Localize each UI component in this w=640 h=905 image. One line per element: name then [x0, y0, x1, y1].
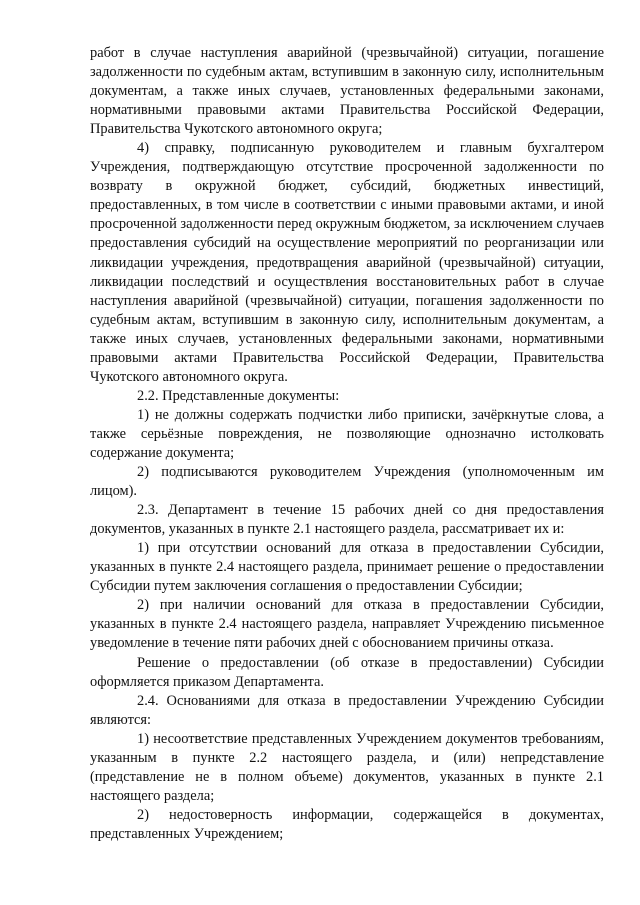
paragraph-continuation: работ в случае наступления аварийной (чрезвычайной) ситуации, погашение задолженности по судебным актам, вступившим в законную силу, исполнительным документам, а также иных случаев, установленных федеральными законами, нормативными правовыми актами Правительства Российской Федерации, Правительства Чукотского автономного округа;	[90, 45, 604, 138]
paragraph-decision: Решение о предоставлении (об отказе в предоставлении) Субсидии оформляется приказом Департамента.	[90, 654, 604, 690]
paragraph-item-4-certificate: 4) справку, подписанную руководителем и главным бухгалтером Учреждения, подтверждающую отсутствие просроченной задолженности по возврату в окружной бюджет, субсидий, бюджетных инвестиций, предоставленных, в том числе в соответствии с иными правовыми актами, и иной просроченной задолженности перед окружным бюджетом, за исключением случаев предоставления субсидий на осуществление мероприятий по реорганизации или ликвидации учреждения, предотвращения аварийной (чрезвычайной) ситуации, ликвидации последствий и осуществления восстановительных работ в случае наступления аварийной (чрезвычайной) ситуации, погашения задолженности по судебным актам, вступившим в законную силу, исполнительным документам, а также иных случаев, установленных федеральными законами, нормативными правовыми актами Правительства Российской Федерации, Правительства Чукотского автономного округа.	[90, 140, 604, 385]
paragraph-section-2-3: 2.3. Департамент в течение 15 рабочих дней со дня предоставления документов, указанных в пункте 2.1 настоящего раздела, рассматривает их и:	[90, 502, 604, 538]
paragraph-2-3-item-2: 2) при наличии оснований для отказа в предоставлении Субсидии, указанных в пункте 2.4 настоящего раздела, направляет Учреждению письменное уведомление в течение пяти рабочих дней с обоснованием причины отказа.	[90, 597, 604, 652]
paragraph-2-3-item-1: 1) при отсутствии оснований для отказа в предоставлении Субсидии, указанных в пункте 2.4 настоящего раздела, принимает решение о предоставлении Субсидии путем заключения соглашения о предоставлении Субсидии;	[90, 540, 604, 595]
paragraph-section-2-2: 2.2. Представленные документы:	[137, 387, 340, 404]
paragraph-2-2-item-2: 2) подписываются руководителем Учреждения (уполномоченным им лицом).	[90, 464, 604, 500]
paragraph-2-4-item-1: 1) несоответствие представленных Учреждением документов требованиям, указанным в пункте 2.2 настоящего раздела, и (или) непредставление (представление не в полном объеме) документов, указанных в пункте 2.1 настоящего раздела;	[90, 730, 604, 804]
document-page	[90, 44, 604, 844]
paragraph-2-4-item-2: 2) недостоверность информации, содержащейся в документах, представленных Учреждением;	[90, 806, 604, 842]
paragraph-section-2-4: 2.4. Основаниями для отказа в предоставлении Учреждению Субсидии являются:	[90, 692, 604, 728]
paragraph-2-2-item-1: 1) не должны содержать подчистки либо приписки, зачёркнутые слова, а также серьёзные повреждения, не позволяющие однозначно истолковать содержание документа;	[90, 406, 604, 461]
